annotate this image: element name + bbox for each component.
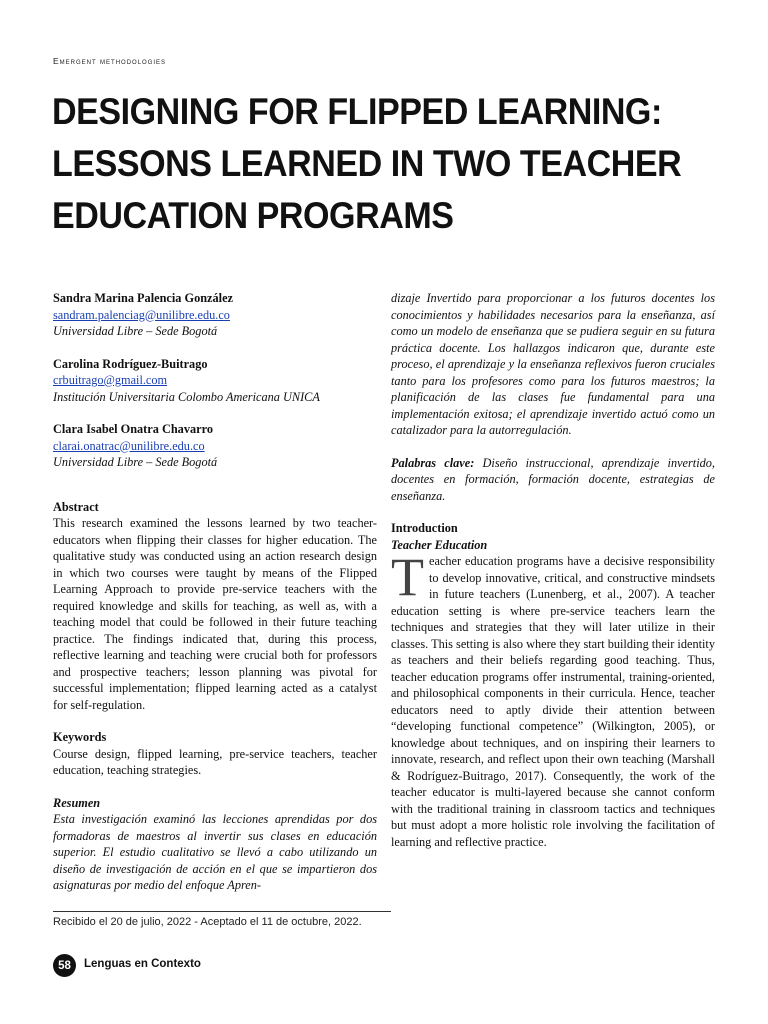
drop-cap: T (391, 547, 424, 607)
author-name: Carolina Rodríguez-Buitrago (53, 356, 208, 371)
article-title (52, 86, 682, 242)
title-line: DESIGNING FOR FLIPPED LEARNING: (52, 91, 662, 132)
author-block (53, 290, 377, 340)
author-block (53, 356, 377, 406)
author-institution: Universidad Libre – Sede Bogotá (53, 455, 218, 469)
page-number: 58 (53, 954, 76, 977)
keywords-text: Course design, flipped learning, pre-service teachers, teacher education, teaching strategies. (53, 746, 377, 777)
author-name: Clara Isabel Onatra Chavarro (53, 422, 213, 436)
author-email-link[interactable]: clarai.onatrac@unilibre.edu.co (53, 438, 205, 453)
author-institution: Universidad Libre – Sede Bogotá (53, 324, 218, 338)
journal-name: Lenguas en Contexto (84, 958, 201, 970)
keywords-heading: Keywords (53, 730, 107, 744)
palabras-clave-label: Palabras clave: (391, 455, 475, 470)
left-column (53, 290, 377, 894)
abstract-text: This research examined the lessons learned by two teacher-educators when flipping their classes for higher education. The qualitative study was conducted using an action research design in which two courses were taught by means of the Flipped Learning Approach to provide pre-service teachers with the required knowledge and skills for teaching, as well as, with a teaching model that could be followed in their future teaching practice. The findings indicated that, during this process, reflective learning and teaching were crucial both for professors and prospective teachers; lesson planning was pivotal for successful implementation; flipped learning acted as a catalyst for self-regulation. (53, 516, 377, 712)
introduction-heading: Introduction (391, 521, 458, 535)
author-name: Sandra Marina Palencia González (53, 291, 233, 305)
received-date: Recibido el 20 de julio, 2022 - Aceptado el 11 de octubre, 2022. (53, 916, 362, 928)
footnote-rule (53, 911, 391, 912)
resumen-heading: Resumen (53, 795, 101, 810)
title-line: EDUCATION PROGRAMS (52, 195, 454, 236)
palabras-clave (391, 455, 715, 505)
introduction-subheading: Teacher Education (391, 537, 488, 552)
right-column (391, 290, 715, 850)
author-institution: Institución Universitaria Colombo Americana UNICA (53, 389, 320, 404)
introduction-paragraph: eacher education programs have a decisive responsibility to develop innovative, critical, and constructive mindsets in future teachers (Lunenberg, et al., 2007). A teacher education setting is where pre-service teachers learn the techniques and strategies that they will later utilize in their classes. This setting is also where they start building their identity as teachers and their beliefs regarding good teaching. Thus, teacher education programs offer instrumental, training-oriented, and philosophical components in their curricula. Hence, teacher educators need to aptly divide their attention between “developing functional competence” (Wilkington, 2005), or knowledge about techniques, and on inspiring their learners to innovate, research, and reflect upon their own teaching (Marshall & Rodríguez-Buitrago, 2017). Consequently, the work of the teacher educator is multi-layered because she cannot conform with the traditional training in classroom tactics and techniques but must adopt a more holistic role involving the facilitation of learning and reflective practice. (391, 554, 715, 849)
abstract-heading: Abstract (53, 499, 99, 514)
author-block (53, 421, 377, 471)
introduction-text (391, 547, 715, 850)
author-email-link[interactable]: crbuitrago@gmail.com (53, 373, 168, 387)
author-email-link[interactable]: sandram.palenciag@unilibre.edu.co (53, 307, 230, 322)
resumen-text: Esta investigación examinó las lecciones aprendidas por dos formadoras de maestros al invertir sus clases en educación superior. El estudio cualitativo se llevó a cabo utilizando un diseño de investigación de acción en el que se impartieron dos asignaturas por medio del enfoque Apren- (53, 812, 377, 892)
title-line: LESSONS LEARNED IN TWO TEACHER (52, 143, 682, 184)
palabras-clave-text: Diseño instruccional, aprendizaje invertido, docentes en formación, formación docente, estrategias de enseñanza. (391, 455, 716, 503)
resumen-text-continued: dizaje Invertido para proporcionar a los futuros docentes los conocimientos y habilidades necesarios para la enseñanza, así como un modelo de enseñanza que se pudiera seguir en su futura práctica docente. Los hallazgos indicaron que, durante este proceso, el aprendizaje y la enseñanza reflexivos fueron cruciales tanto para los profesores como para los futuros maestros; la planificación de las clases fue fundamental para una implementación exitosa; el aprendizaje invertido actuó como un catalizador para la autorregulación. (391, 291, 715, 437)
section-label: Emergent methodologies (53, 56, 167, 66)
